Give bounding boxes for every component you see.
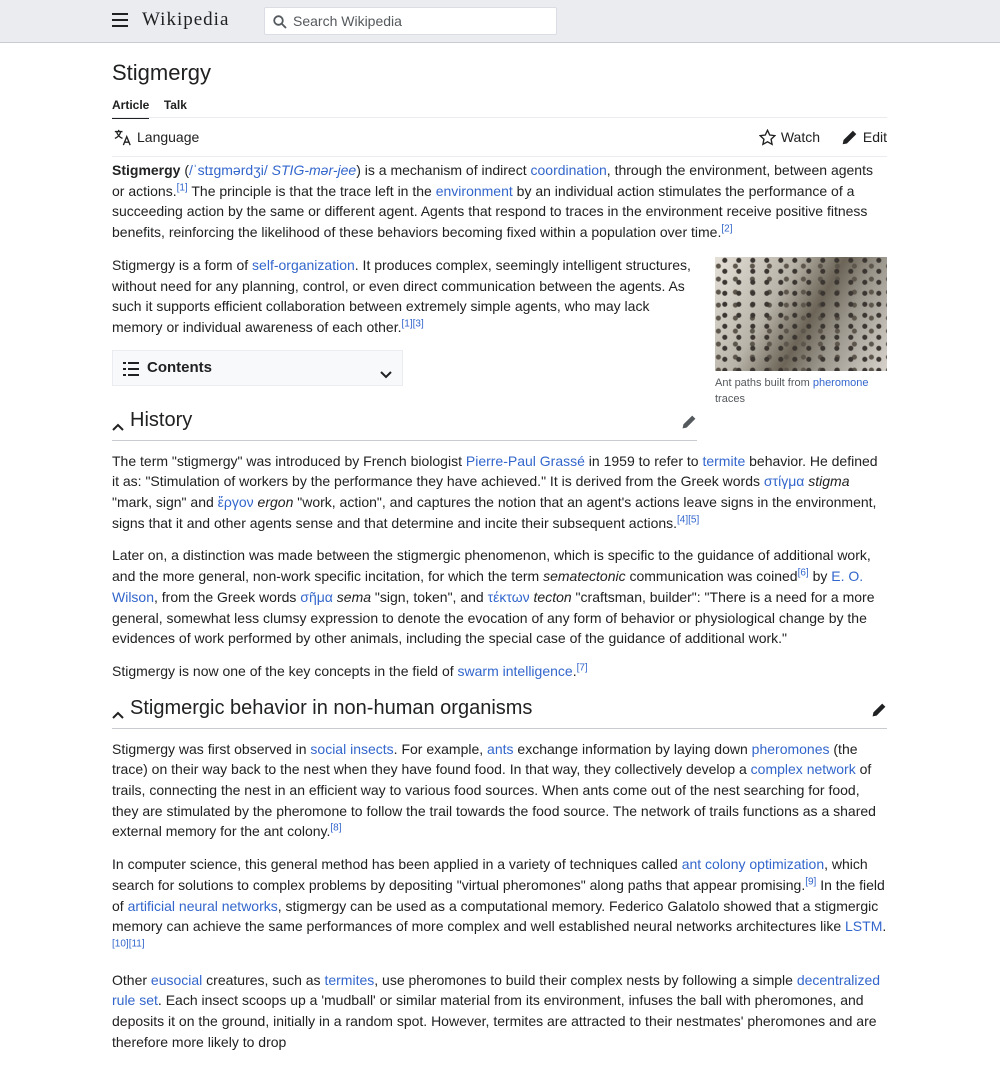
bold-term: Stigmergy xyxy=(112,162,181,178)
page-title: Stigmergy xyxy=(112,60,212,85)
thumbnail-figure xyxy=(715,257,887,407)
link-ant-colony-optimization[interactable]: ant colony optimization xyxy=(681,856,825,873)
citation-3[interactable]: [3] xyxy=(412,318,424,330)
link-environment[interactable]: environment xyxy=(435,182,513,199)
star-icon xyxy=(759,129,776,146)
watch-button[interactable] xyxy=(759,129,820,146)
link-eo-wilson[interactable]: E. O. Wilson xyxy=(112,568,864,605)
tab-talk[interactable]: Talk xyxy=(163,98,187,112)
page-toolbar xyxy=(112,128,887,148)
link-decentralized-rule-set[interactable]: decentralized rule set xyxy=(112,971,881,1009)
link-complex-network[interactable]: complex network xyxy=(750,761,856,778)
link-greek-tecton[interactable]: τέκτων xyxy=(487,588,530,605)
citation-10[interactable]: [10] xyxy=(112,938,129,950)
citation-5[interactable]: [5] xyxy=(688,514,700,526)
citation-9[interactable]: [9] xyxy=(805,876,817,888)
language-label: Language xyxy=(137,129,200,145)
citation-1[interactable]: [1] xyxy=(176,182,188,194)
figure-caption: Ant paths built from pheromone traces xyxy=(715,376,869,405)
edit-button[interactable] xyxy=(841,129,887,146)
respelling-link[interactable]: STIG-mər-jee xyxy=(267,162,357,178)
citation-6[interactable]: [6] xyxy=(797,567,809,579)
header-bar xyxy=(0,0,1000,43)
language-icon xyxy=(114,129,131,146)
chevron-down-icon xyxy=(380,364,392,385)
divider xyxy=(112,156,887,157)
link-coordination[interactable]: coordination xyxy=(530,162,607,178)
article-body xyxy=(112,160,887,1065)
pencil-icon xyxy=(841,129,858,146)
chevron-up-icon[interactable] xyxy=(112,704,124,725)
menu-icon[interactable] xyxy=(112,13,128,27)
tab-article[interactable]: Article xyxy=(112,98,149,119)
link-lstm[interactable]: LSTM xyxy=(845,918,883,935)
intro-paragraph-2: Stigmergy is a form of self-organization. It produces complex, seemingly intelligent structures, without need for any planning, control, or even direct communication between the agents. As such it supports efficient collaboration between extremely simple agents, who may lack memory or individual awareness of each other.[1][3] xyxy=(112,256,691,335)
link-eusocial[interactable]: eusocial xyxy=(150,971,203,988)
link-grasse[interactable]: Pierre-Paul Grassé xyxy=(465,452,585,469)
intro-paragraph-1: Stigmergy (/ˈstɪɡmərdʒi/ STIG-mər-jee) is a mechanism of indirect coordination, through the environment, between agents or actions.[1] The principle is that the trace left in the environment by an individual action stimulates the performance of a succeeding action by the same or different agent. Agents that respond to traces in the environment receive positive fitness benefits, reinforcing the likelihood of these behaviors becoming fixed within a population over time.[2] xyxy=(112,162,873,241)
citation-1[interactable]: [1] xyxy=(401,318,413,330)
link-greek-stigma[interactable]: στίγμα xyxy=(763,473,805,490)
citation-7[interactable]: [7] xyxy=(576,662,588,674)
page-tabs xyxy=(112,96,197,118)
citation-4[interactable]: [4] xyxy=(677,514,689,526)
wikipedia-wordmark[interactable]: Wikipedia xyxy=(142,9,230,30)
chevron-up-icon[interactable] xyxy=(112,416,124,437)
edit-section-icon[interactable] xyxy=(871,702,887,724)
link-artificial-neural-networks[interactable]: artificial neural networks xyxy=(127,897,278,914)
link-pheromone[interactable]: pheromone xyxy=(812,376,869,389)
citation-8[interactable]: [8] xyxy=(330,822,342,834)
divider xyxy=(112,117,887,118)
section-title: Stigmergic behavior in non-human organisms xyxy=(130,696,533,719)
nonhuman-paragraph-2: In computer science, this general method has been applied in a variety of techniques called ant colony optimization, which search for solutions to complex problems by depositing "virtual pheromones" along paths that appear promising.[9] In the field of artificial neural networks, stigmergy can be used as a computational memory. Federico Galatolo showed that a stigmergic memory can achieve the same performances of more complex and well established neural networks architectures like LSTM.[10][11] xyxy=(112,856,887,950)
edit-label: Edit xyxy=(862,129,887,145)
link-self-organization[interactable]: self-organization xyxy=(252,256,355,273)
nonhuman-paragraph-1: Stigmergy was first observed in social insects. For example, ants exchange information by laying down pheromones (the trace) on their way back to the nest when they have found food. In that way, they collectively develop a complex network of trails, connecting the nest in an efficient way to various food sources. When ants come out of the nest searching for food, they are stimulated by the pheromone to follow the trail towards the food source. The network of trails functions as a shared external memory for the ant colony.[8] xyxy=(112,740,876,840)
citation-11[interactable]: [11] xyxy=(128,938,145,950)
link-greek-ergon[interactable]: ἔργον xyxy=(217,494,254,511)
search-box[interactable] xyxy=(264,7,557,35)
history-paragraph-2: Later on, a distinction was made between the stigmergic phenomenon, which is specific to the guidance of additional work, and the more general, non-work specific incitation, for which the term sematectonic communication was coined[6] by E. O. Wilson, from the Greek words σῆμα sema "sign, token", and τέκτων tecton "craftsman, builder": "There is a need for a more general, somewhat less clumsy expression to denote the evocation of any form of behavior or physiological change by the evidences of work performed by other animals, including the special case of the guidance of additional work." xyxy=(112,547,875,647)
link-ants[interactable]: ants xyxy=(487,740,514,757)
link-termite[interactable]: termite xyxy=(702,452,746,469)
link-swarm-intelligence[interactable]: swarm intelligence xyxy=(457,662,573,679)
search-icon xyxy=(273,15,287,34)
ipa-link[interactable]: /ˈstɪɡmərdʒi/ xyxy=(189,162,268,178)
edit-section-icon[interactable] xyxy=(681,414,697,436)
language-button[interactable] xyxy=(114,129,199,146)
citation-2[interactable]: [2] xyxy=(721,223,733,235)
watch-label: Watch xyxy=(780,129,820,145)
section-title: History xyxy=(130,408,193,431)
list-icon xyxy=(123,361,139,382)
link-termites[interactable]: termites xyxy=(324,971,375,988)
section-header-nonhuman[interactable] xyxy=(112,694,887,729)
ant-paths-image[interactable] xyxy=(715,257,887,371)
nonhuman-paragraph-3: Other eusocial creatures, such as termites, use pheromones to build their complex nests by following a simple decentralized rule set. Each insect scoops up a 'mudball' or similar material from its environment, infuses the ball with pheromones, and deposits it on the ground, initially in a random spot. However, termites are attracted to their nestmates' pheromones and are therefore more likely to drop xyxy=(112,971,881,1050)
section-header-history[interactable] xyxy=(112,406,697,441)
link-pheromones[interactable]: pheromones xyxy=(751,740,830,757)
history-paragraph-3: Stigmergy is now one of the key concepts in the field of swarm intelligence.[7] xyxy=(112,662,588,679)
history-paragraph-1: The term "stigmergy" was introduced by French biologist Pierre-Paul Grassé in 1959 to refer to termite behavior. He defined it as: "Stimulation of workers by the performance they have achieved." It is derived from the Greek words στίγμα stigma "mark, sign" and ἔργον ergon "work, action", and captures the notion that an agent's actions leave signs in the environment, signs that it and other agents sense and that determine and incite their subsequent actions.[4][5] xyxy=(112,452,878,531)
contents-toggle[interactable] xyxy=(112,350,403,386)
link-social-insects[interactable]: social insects xyxy=(310,740,394,757)
search-input[interactable] xyxy=(291,12,550,30)
link-greek-sema[interactable]: σῆμα xyxy=(300,588,333,605)
contents-label: Contents xyxy=(147,358,212,376)
